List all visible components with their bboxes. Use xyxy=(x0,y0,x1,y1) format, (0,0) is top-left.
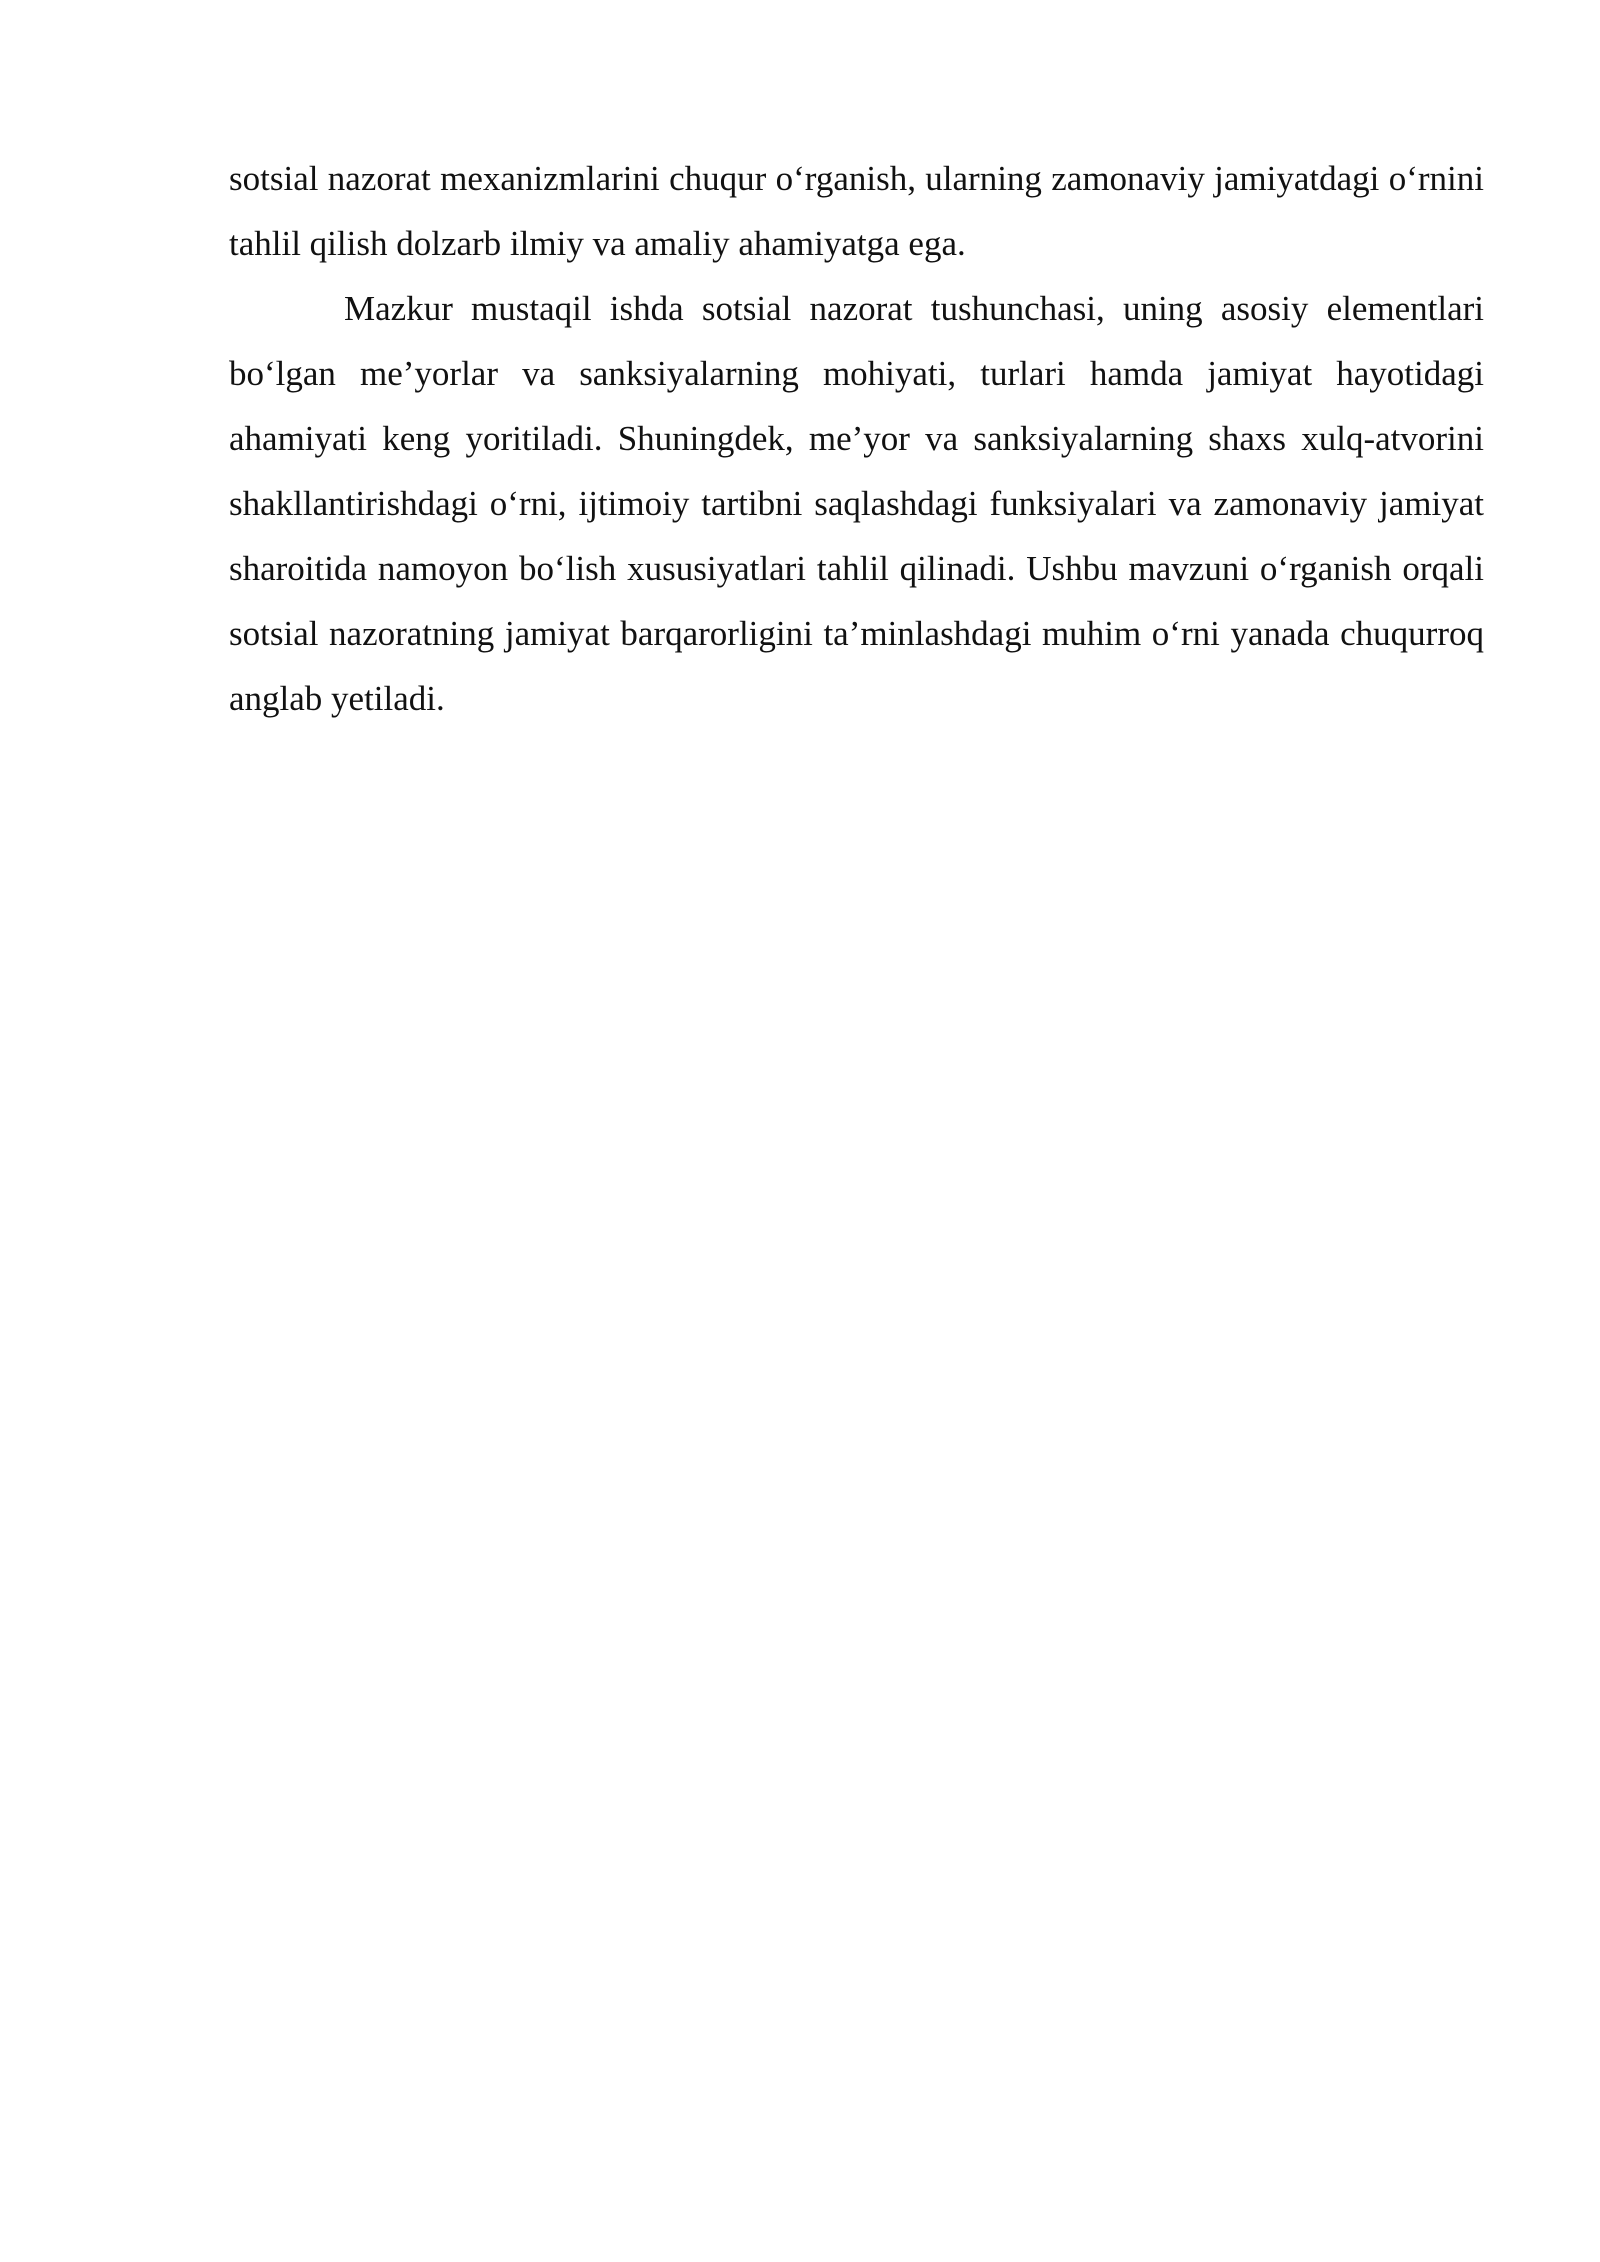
body-text xyxy=(229,146,1484,731)
paragraph-continuation: sotsial nazorat mexanizmlarini chuqur o‘rganish, ularning zamonaviy jamiyatdagi o‘rnini tahlil qilish dolzarb ilmiy va amaliy ahamiyatga ega. xyxy=(229,159,1484,263)
paragraph-main: Mazkur mustaqil ishda sotsial nazorat tushunchasi, uning asosiy elementlari bo‘lgan me’yorlar va sanksiyalarning mohiyati, turlari hamda jamiyat hayotidagi ahamiyati keng yoritiladi. Shuningdek, me’yor va sanksiyalarning shaxs xulq-atvorini shakllantirishdagi o‘rni, ijtimoiy tartibni saqlashdagi funksiyalari va zamonaviy jamiyat sharoitida namoyon bo‘lish xususiyatlari tahlil qilinadi. Ushbu mavzuni o‘rganish orqali sotsial nazoratning jamiyat barqarorligini ta’minlashdagi muhim o‘rni yanada chuqurroq anglab yetiladi. xyxy=(229,289,1484,718)
